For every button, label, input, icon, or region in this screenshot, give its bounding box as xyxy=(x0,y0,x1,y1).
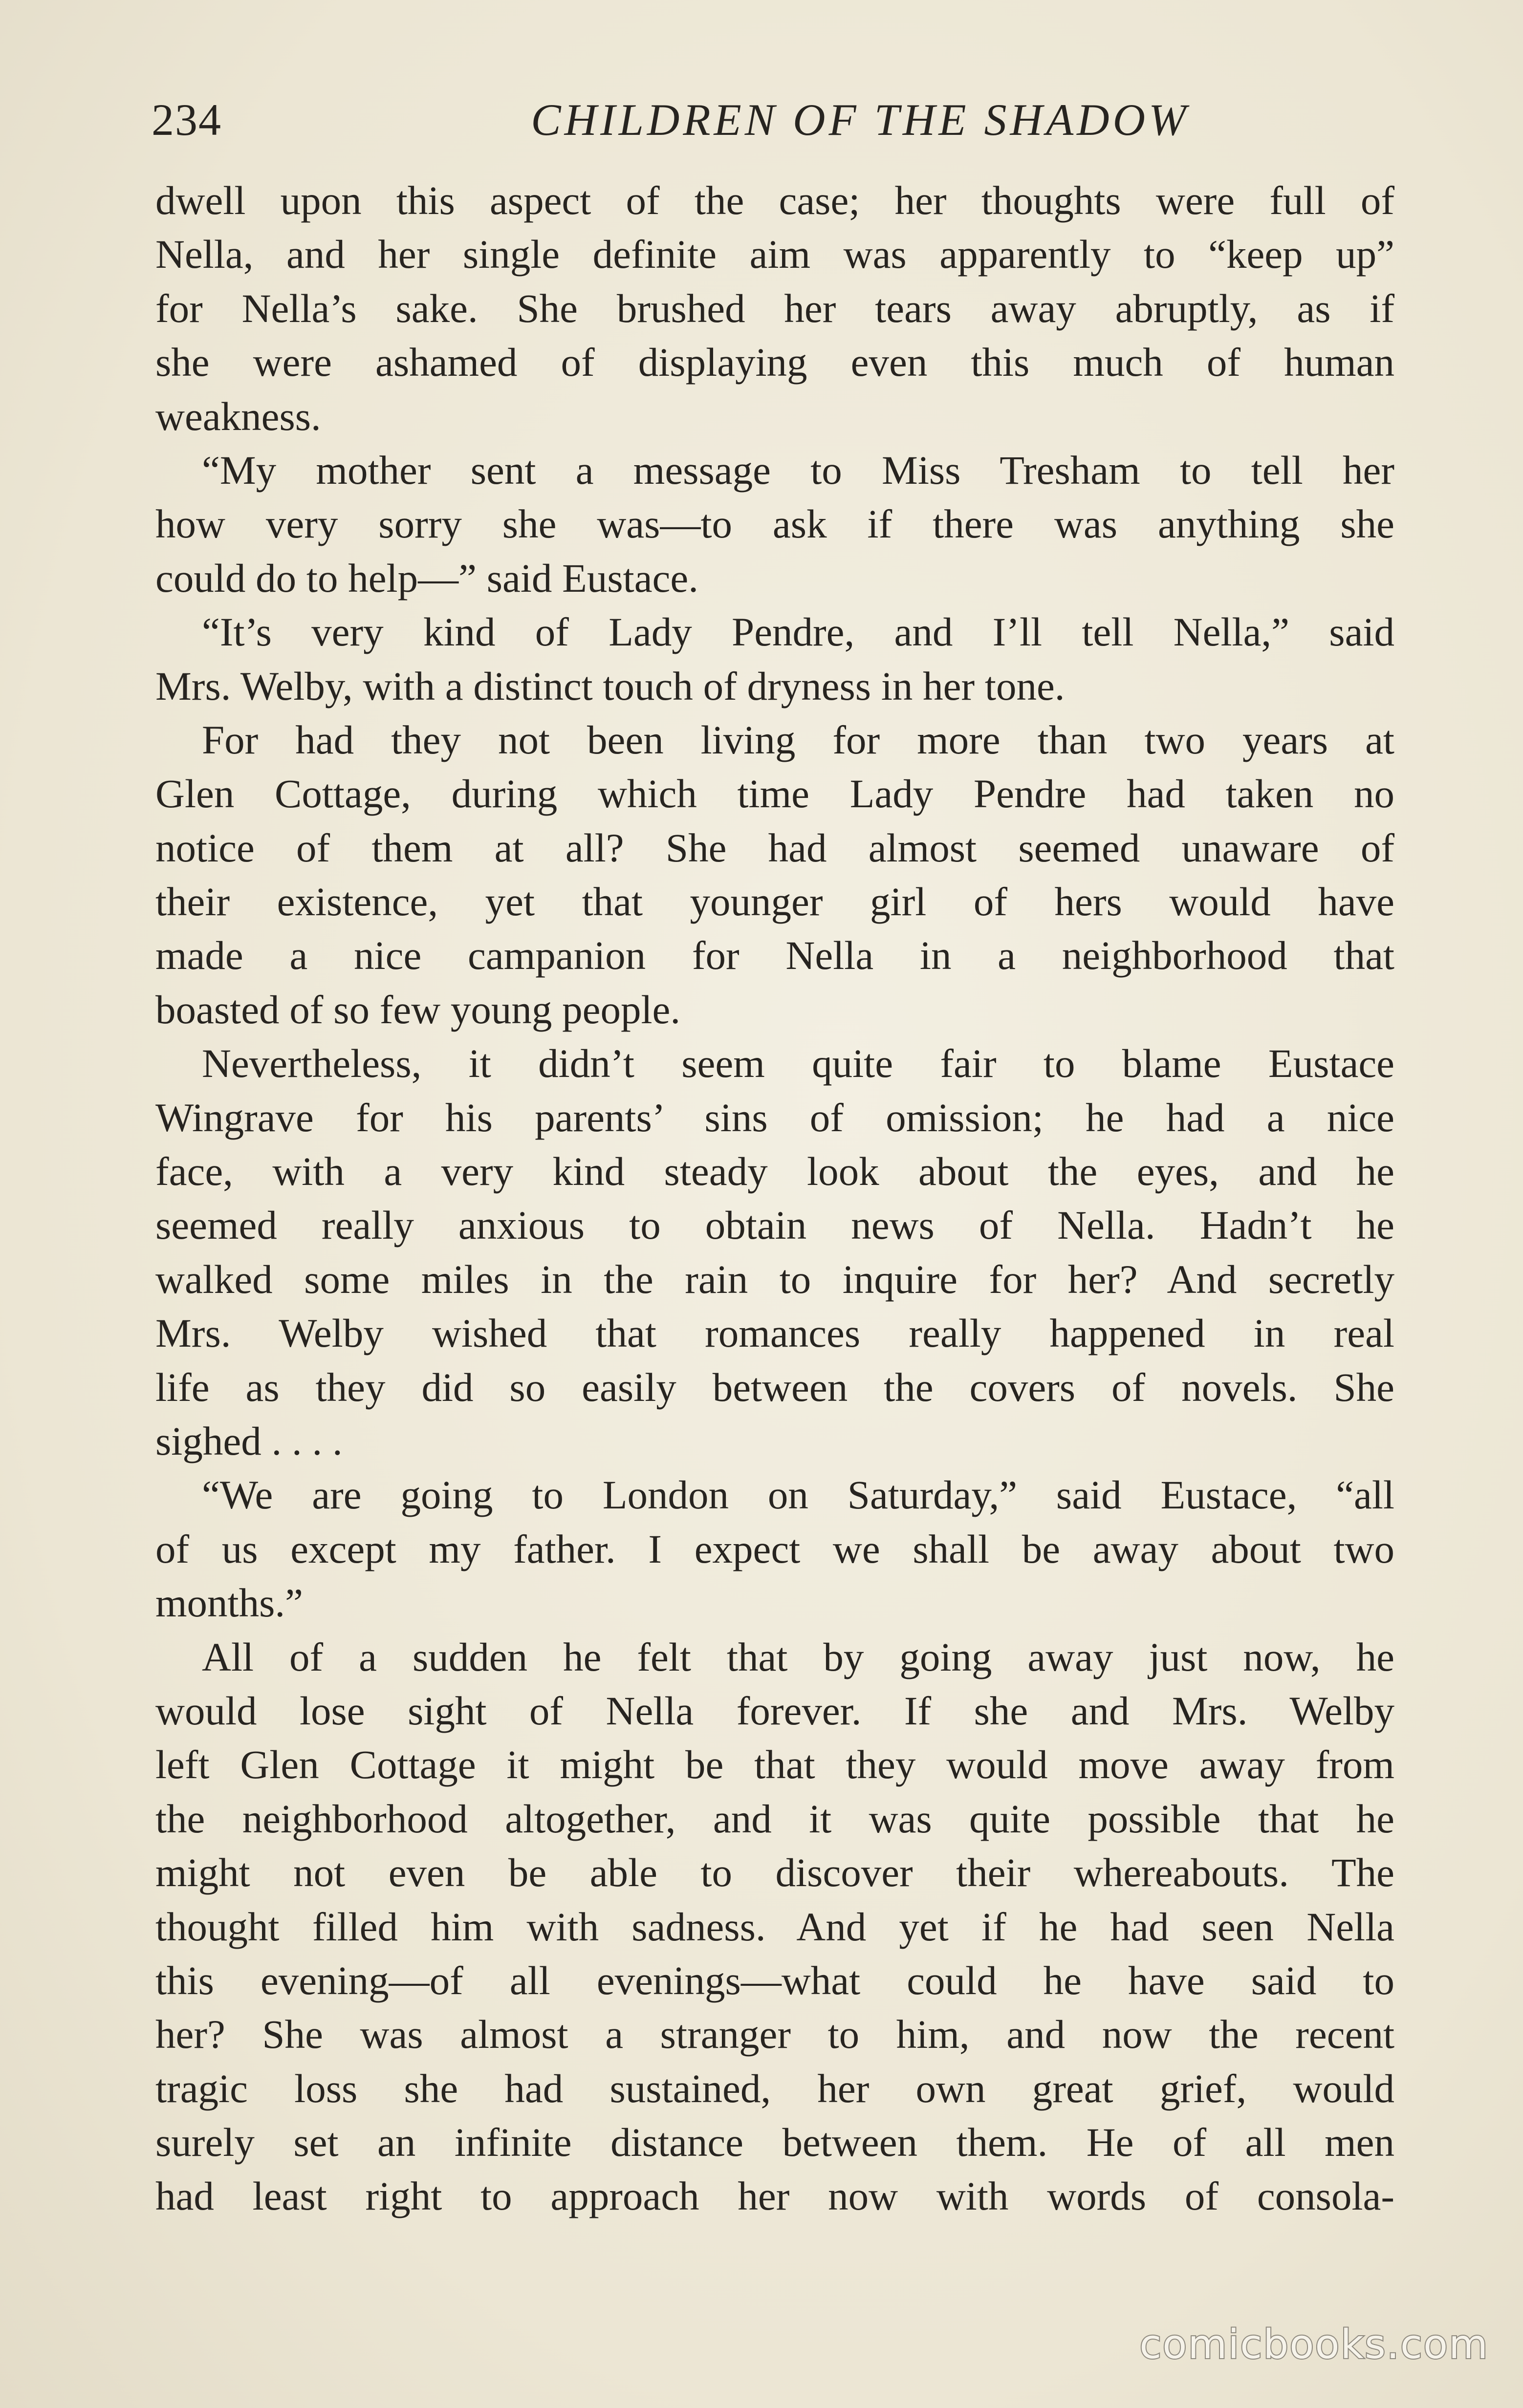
text-line: months.” xyxy=(155,1580,304,1626)
text-line: notice of them at all? She had almost seemed unaware of xyxy=(155,825,1394,870)
text-line: For had they not been living for more than two years at xyxy=(202,717,1394,762)
text-line: thought filled him with sadness. And yet if he had seen Nella xyxy=(155,1904,1394,1949)
text-line: how very sorry she was—to ask if there was anything she xyxy=(155,501,1394,547)
text-line: Mrs. Welby, with a distinct touch of dryness in her tone. xyxy=(155,663,1065,709)
text-line: would lose sight of Nella forever. If she and Mrs. Welby xyxy=(155,1688,1394,1733)
text-line: had least right to approach her now with words of consola- xyxy=(155,2173,1394,2219)
text-line: All of a sudden he felt that by going away just now, he xyxy=(202,1634,1394,1679)
text-line: for Nella’s sake. She brushed her tears away abruptly, as if xyxy=(155,285,1394,331)
text-line: made a nice campanion for Nella in a neighborhood that xyxy=(155,933,1394,978)
text-line: this evening—of all evenings—what could he have said to xyxy=(155,1957,1394,2003)
page-number: 234 xyxy=(152,95,222,145)
text-line: could do to help—” said Eustace. xyxy=(155,555,698,601)
text-line: Wingrave for his parents’ sins of omission; he had a nice xyxy=(155,1095,1394,1140)
text-line: Mrs. Welby wished that romances really happened in real xyxy=(155,1311,1394,1356)
text-line: their existence, yet that younger girl of hers would have xyxy=(155,879,1394,924)
text-line: seemed really anxious to obtain news of Nella. Hadn’t he xyxy=(155,1203,1394,1248)
text-line: tragic loss she had sustained, her own great grief, would xyxy=(155,2065,1394,2111)
text-line: surely set an infinite distance between them. He of all men xyxy=(155,2120,1394,2165)
watermark: comicbooks.com xyxy=(1139,2322,1489,2368)
text-line: sighed . . . . xyxy=(155,1418,343,1463)
text-line: weakness. xyxy=(155,393,321,439)
text-line: Nevertheless, it didn’t seem quite fair to blame Eustace xyxy=(202,1041,1394,1086)
text-line: dwell upon this aspect of the case; her thoughts were full of xyxy=(155,178,1394,223)
text-line: Glen Cottage, during which time Lady Pendre had taken no xyxy=(155,771,1394,817)
text-line: the neighborhood altogether, and it was quite possible that he xyxy=(155,1796,1394,1841)
text-line: boasted of so few young people. xyxy=(155,987,681,1032)
text-line: “My mother sent a message to Miss Tresham to tell her xyxy=(202,447,1394,493)
text-line: “We are going to London on Saturday,” said Eustace, “all xyxy=(202,1472,1394,1518)
running-title: CHILDREN OF THE SHADOW xyxy=(531,95,1190,145)
text-line: Nella, and her single definite aim was apparently to “keep up” xyxy=(155,232,1394,277)
text-line: life as they did so easily between the covers of novels. She xyxy=(155,1364,1394,1410)
text-line: might not even be able to discover their whereabouts. The xyxy=(155,1850,1394,1895)
text-line: left Glen Cottage it might be that they would move away from xyxy=(155,1742,1394,1787)
text-line: her? She was almost a stranger to him, and now the recent xyxy=(155,2012,1394,2057)
text-line: “It’s very kind of Lady Pendre, and I’ll tell Nella,” said xyxy=(202,609,1394,655)
body-text xyxy=(155,173,1394,2223)
page-header xyxy=(152,88,1393,151)
text-line: face, with a very kind steady look about the eyes, and he xyxy=(155,1149,1394,1194)
text-line: she were ashamed of displaying even this much of human xyxy=(155,340,1394,385)
text-line: of us except my father. I expect we shall be away about two xyxy=(155,1526,1394,1571)
text-line: walked some miles in the rain to inquire for her? And secretly xyxy=(155,1256,1394,1302)
